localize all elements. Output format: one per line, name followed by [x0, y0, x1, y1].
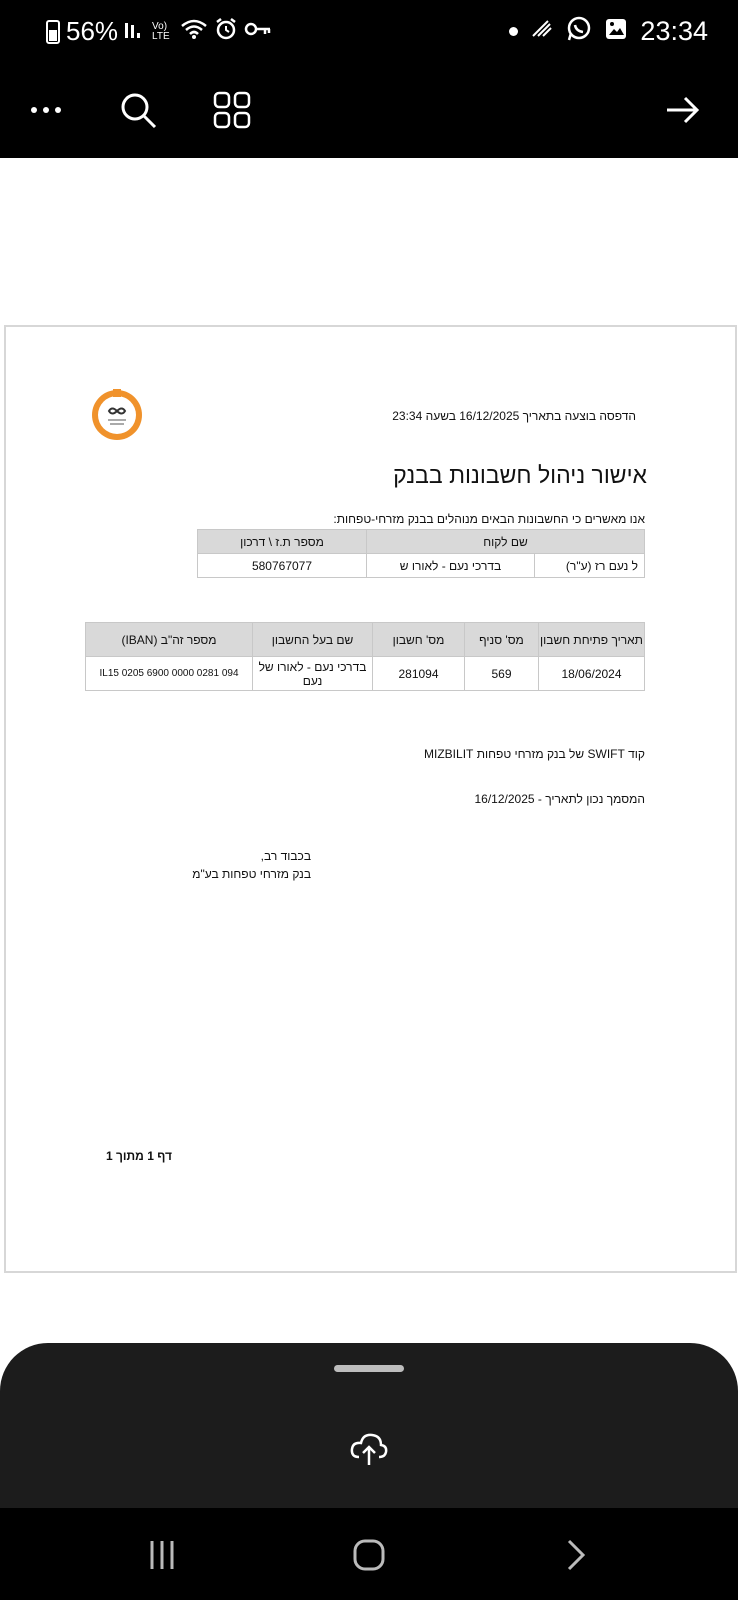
alarm-icon [214, 17, 238, 46]
volte-label: Vo) LTE [152, 20, 170, 42]
clock: 23:34 [640, 16, 708, 46]
document-title: אישור ניהול חשבונות בבנק [393, 462, 647, 488]
battery-icon [46, 20, 60, 44]
accounts-table [85, 622, 645, 691]
notification-dot-icon [509, 27, 518, 36]
back-button[interactable] [546, 1530, 606, 1580]
signal-icon [124, 19, 146, 44]
search-icon [118, 90, 158, 130]
grid-view-button[interactable] [206, 84, 258, 136]
forward-button[interactable] [657, 84, 709, 136]
header-iban: מספר זה"ב (IBAN) [86, 623, 253, 657]
customer-table [197, 529, 645, 578]
branch-number: 569 [465, 657, 539, 691]
home-button[interactable] [339, 1530, 399, 1580]
header-opening-date: תאריך פתיחת חשבון [539, 623, 645, 657]
app-bar [0, 66, 738, 158]
battery-percent: 56% [66, 16, 119, 46]
status-right [509, 16, 708, 47]
table-row [198, 554, 645, 578]
whatsapp-icon [566, 16, 592, 47]
swift-code: קוד SWIFT של בנק מזרחי טפחות MIZBILIT [424, 747, 645, 761]
status-bar [0, 0, 738, 66]
cloud-upload-icon [349, 1431, 389, 1467]
customer-id: 580767077 [198, 554, 367, 578]
table-row [86, 657, 645, 691]
opening-date: 18/06/2024 [539, 657, 645, 691]
document-viewer[interactable] [0, 158, 738, 1343]
share-upload-button[interactable] [343, 1423, 395, 1475]
bank-logo-icon [89, 387, 145, 443]
sheet-handle[interactable] [334, 1365, 404, 1372]
regards-line1: בכבוד רב, [260, 849, 311, 863]
missed-call-icon [530, 18, 554, 45]
status-left [46, 16, 272, 47]
valid-date: המסמך נכון לתאריך - 16/12/2025 [474, 792, 645, 806]
chevron-right-icon [564, 1538, 588, 1572]
header-id-number: מספר ת.ז \ דרכון [198, 530, 367, 554]
home-icon [352, 1538, 386, 1572]
header-branch: מס' סניף [465, 623, 539, 657]
regards-line2: בנק מזרחי טפחות בע"מ [192, 867, 311, 881]
search-button[interactable] [112, 84, 164, 136]
recents-button[interactable] [132, 1530, 192, 1580]
vpn-key-icon [244, 20, 272, 43]
gallery-icon [604, 17, 628, 46]
arrow-right-icon [665, 94, 701, 126]
print-timestamp: הדפסה בוצעה בתאריך 16/12/2025 בשעה 23:34 [392, 409, 636, 423]
navigation-bar [0, 1508, 738, 1600]
wifi-icon [180, 18, 208, 45]
intro-text: אנו מאשרים כי החשבונות הבאים מנוהלים בבנק מזרחי-טפחות: [333, 512, 645, 526]
more-options-button[interactable] [20, 84, 72, 136]
header-account-owner: שם בעל החשבון [253, 623, 373, 657]
bottom-sheet[interactable] [0, 1343, 738, 1508]
recents-icon [146, 1539, 178, 1571]
pdf-page[interactable] [4, 325, 737, 1273]
header-account-number: מס' חשבון [373, 623, 465, 657]
page-number: דף 1 מתוך 1 [106, 1149, 172, 1163]
customer-name-part1: ל נעם רז (ע"ר) [535, 554, 645, 578]
account-owner: בדרכי נעם - לאורו של נעם [253, 657, 373, 691]
grid-icon [213, 91, 251, 129]
more-icon [28, 105, 64, 115]
header-customer-name: שם לקוח [367, 530, 645, 554]
closing-signature [111, 847, 311, 883]
account-number: 281094 [373, 657, 465, 691]
iban: IL15 0205 6900 0000 0281 094 [86, 657, 253, 691]
customer-name-part2: בדרכי נעם - לאורו ש [367, 554, 535, 578]
